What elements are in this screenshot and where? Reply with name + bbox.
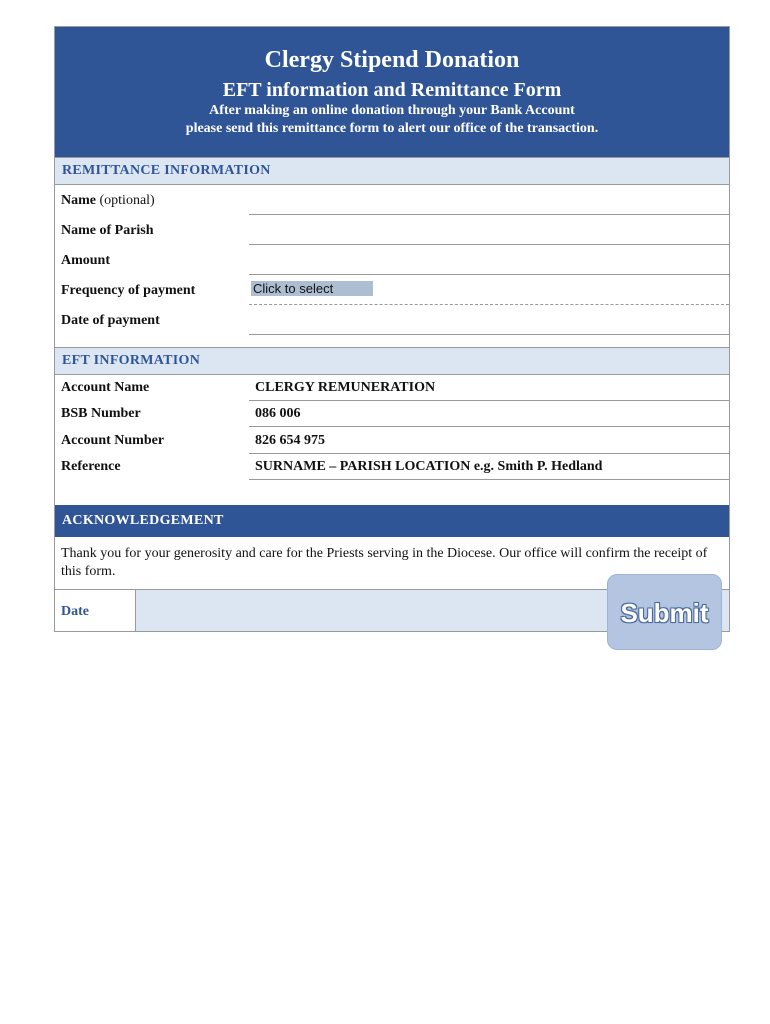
name-label [61,193,155,209]
submit-button[interactable]: Submit [607,574,722,650]
remittance-section-title: REMITTANCE INFORMATION [62,163,271,178]
acknowledgement-section-header [55,505,729,537]
form-title: Clergy Stipend Donation [264,47,520,73]
remittance-form [54,26,730,632]
eft-section-header [55,347,729,375]
account-number-label: Account Number [61,433,165,448]
reference-label: Reference [61,459,121,474]
acknowledgement-section-title: ACKNOWLEDGEMENT [62,513,224,528]
acknowledgement-text: Thank you for your generosity and care for the Priests serving in the Diocese. Our office will confirm the receipt of this form. [61,546,708,579]
reference-underline [249,479,729,480]
frequency-field-underline [249,304,729,305]
form-instructions-line-2: please send this remittance form to alert our office of the transaction. [185,121,599,136]
parish-field[interactable] [249,244,729,245]
date-label: Date [61,604,89,619]
form-header [55,27,729,157]
frequency-label: Frequency of payment [61,283,196,298]
eft-section-title: EFT INFORMATION [62,353,201,368]
amount-field[interactable] [249,274,729,275]
remittance-section-header [55,157,729,185]
reference-value: SURNAME – PARISH LOCATION e.g. Smith P. Hedland [255,459,603,474]
bsb-number-value: 086 006 [255,406,301,421]
account-name-label: Account Name [61,380,150,395]
form-instructions-line-1: After making an online donation through your Bank Account [209,103,575,118]
name-label-text: Name [61,193,96,208]
form-subtitle: EFT information and Remittance Form [222,79,562,101]
name-field[interactable] [249,214,729,215]
account-name-value: CLERGY REMUNERATION [255,380,436,395]
name-optional-text: (optional) [99,193,155,208]
bsb-number-underline [249,426,729,427]
account-number-value: 826 654 975 [255,433,325,448]
date-of-payment-field[interactable] [249,334,729,335]
frequency-select[interactable]: Click to select [251,281,373,296]
account-number-underline [249,453,729,454]
account-name-underline [249,400,729,401]
bsb-number-label: BSB Number [61,406,141,421]
date-of-payment-label: Date of payment [61,313,160,328]
amount-label: Amount [61,253,111,268]
parish-label: Name of Parish [61,223,154,238]
